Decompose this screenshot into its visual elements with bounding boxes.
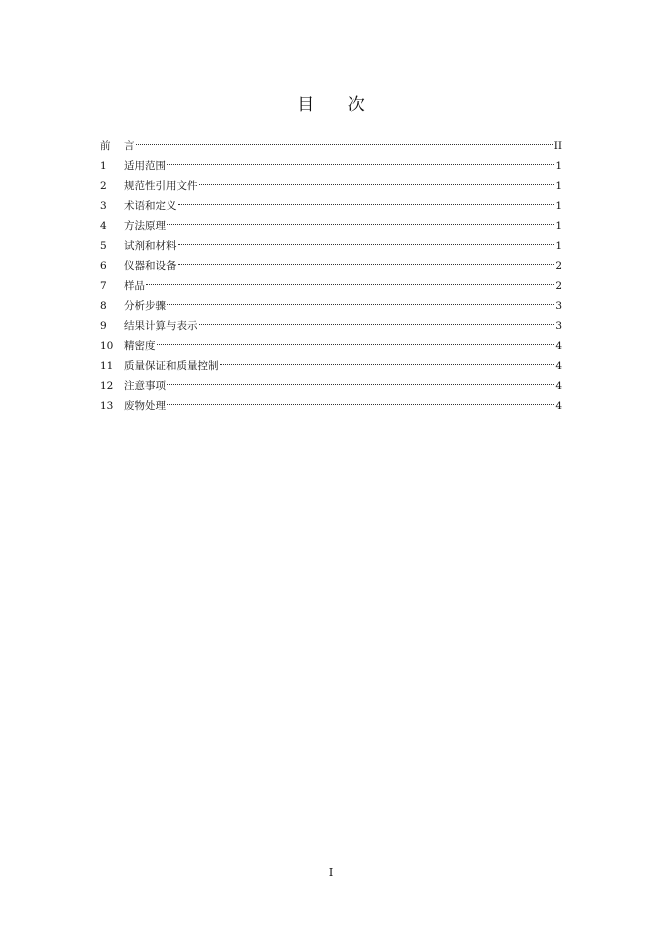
toc-entry-number: 8 xyxy=(100,300,107,312)
toc-entry-label: 结果计算与表示 xyxy=(124,320,198,332)
toc-leader-dots xyxy=(136,144,553,145)
toc-entry-number: 13 xyxy=(100,400,114,412)
table-of-contents xyxy=(100,136,562,416)
toc-leader-dots xyxy=(178,264,555,265)
toc-entry-6[interactable] xyxy=(100,256,562,276)
toc-entry-label: 废物处理 xyxy=(124,400,166,412)
toc-entry-number: 9 xyxy=(100,320,107,332)
toc-entry-page: 1 xyxy=(555,160,562,172)
toc-entry-12[interactable] xyxy=(100,376,562,396)
toc-entry-page: 4 xyxy=(555,340,562,352)
toc-leader-dots xyxy=(167,304,554,305)
toc-entry-page: 3 xyxy=(555,320,562,332)
toc-entry-3[interactable] xyxy=(100,196,562,216)
toc-entry-page: 3 xyxy=(555,300,562,312)
toc-leader-dots xyxy=(167,404,554,405)
toc-entry-page: 1 xyxy=(555,240,562,252)
toc-entry-number: 11 xyxy=(100,360,114,372)
toc-entry-7[interactable] xyxy=(100,276,562,296)
toc-entry-page: 4 xyxy=(555,400,562,412)
toc-leader-dots xyxy=(167,164,554,165)
toc-leader-dots xyxy=(199,324,555,325)
toc-entry-label: 质量保证和质量控制 xyxy=(124,360,219,372)
toc-entry-number: 2 xyxy=(100,180,107,192)
toc-entry-number: 前 xyxy=(100,140,111,152)
toc-entry-10[interactable] xyxy=(100,336,562,356)
toc-entry-label: 仪器和设备 xyxy=(124,260,177,272)
toc-entry-1[interactable] xyxy=(100,156,562,176)
toc-entry-page: 1 xyxy=(555,180,562,192)
toc-entry-label: 分析步骤 xyxy=(124,300,166,312)
toc-entry-page: 4 xyxy=(555,380,562,392)
toc-entry-page: II xyxy=(553,140,562,152)
toc-entry-4[interactable] xyxy=(100,216,562,236)
toc-entry-label: 方法原理 xyxy=(124,220,166,232)
toc-entry-number: 1 xyxy=(100,160,107,172)
toc-leader-dots xyxy=(220,364,555,365)
toc-entry-label: 言 xyxy=(124,140,135,152)
toc-entry-page: 4 xyxy=(555,360,562,372)
toc-entry-label: 适用范围 xyxy=(124,160,166,172)
page-number: I xyxy=(328,866,334,879)
toc-entry-number: 3 xyxy=(100,200,107,212)
toc-leader-dots xyxy=(199,184,555,185)
toc-leader-dots xyxy=(178,244,555,245)
toc-leader-dots xyxy=(178,204,555,205)
page-title: 目 次 xyxy=(297,95,379,115)
toc-entry-5[interactable] xyxy=(100,236,562,256)
toc-entry-label: 精密度 xyxy=(124,340,156,352)
toc-entry-number: 4 xyxy=(100,220,107,232)
toc-entry-number: 6 xyxy=(100,260,107,272)
toc-leader-dots xyxy=(167,384,554,385)
toc-entry-label: 规范性引用文件 xyxy=(124,180,198,192)
toc-entry-number: 7 xyxy=(100,280,107,292)
toc-entry-11[interactable] xyxy=(100,356,562,376)
toc-leader-dots xyxy=(157,344,555,345)
toc-entry-number: 10 xyxy=(100,340,114,352)
toc-entry-8[interactable] xyxy=(100,296,562,316)
toc-entry-label: 术语和定义 xyxy=(124,200,177,212)
toc-entry-9[interactable] xyxy=(100,316,562,336)
toc-leader-dots xyxy=(146,284,554,285)
toc-entry-number: 12 xyxy=(100,380,114,392)
toc-entry-13[interactable] xyxy=(100,396,562,416)
toc-entry-label: 样品 xyxy=(124,280,145,292)
toc-entry-page: 1 xyxy=(555,220,562,232)
toc-entry-page: 2 xyxy=(555,260,562,272)
toc-entry-label: 注意事项 xyxy=(124,380,166,392)
toc-entry-2[interactable] xyxy=(100,176,562,196)
toc-entry-number: 5 xyxy=(100,240,107,252)
toc-entry-label: 试剂和材料 xyxy=(124,240,177,252)
toc-entry-page: 1 xyxy=(555,200,562,212)
toc-entry-page: 2 xyxy=(555,280,562,292)
toc-leader-dots xyxy=(167,224,554,225)
toc-entry-foreword[interactable] xyxy=(100,136,562,156)
